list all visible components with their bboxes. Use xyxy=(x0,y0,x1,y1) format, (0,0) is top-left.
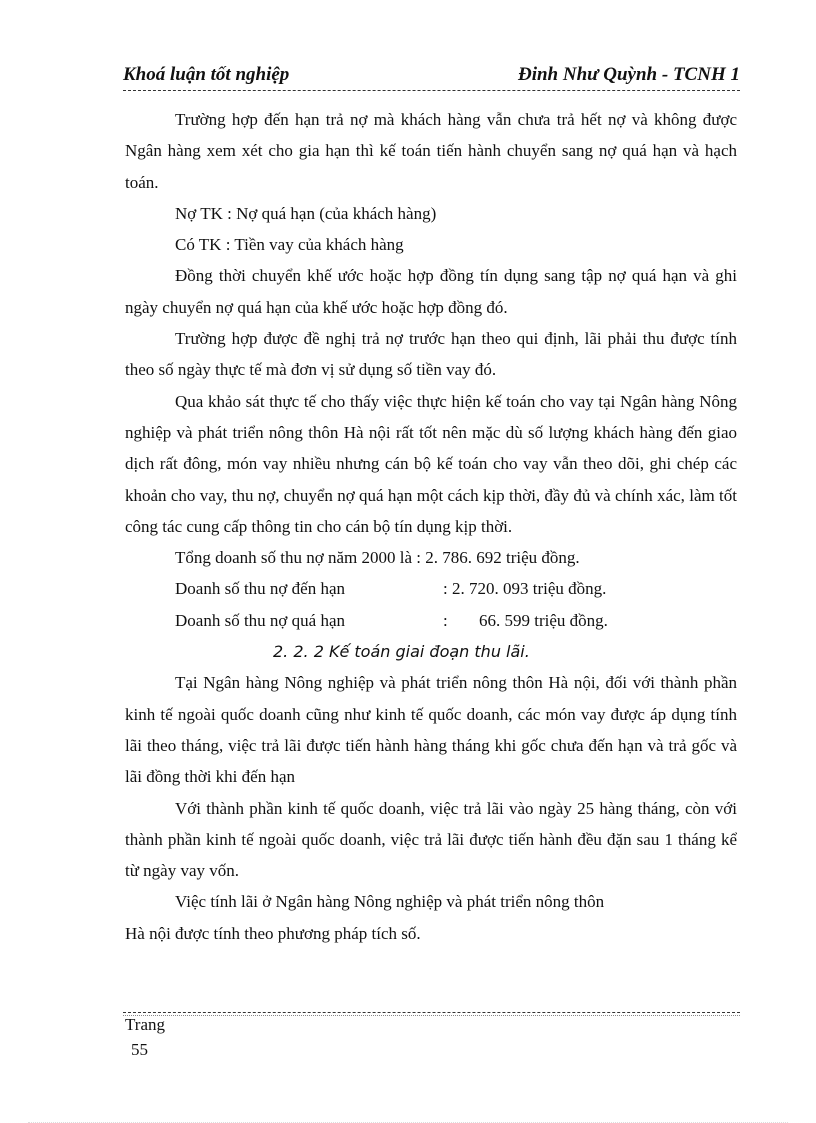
section-heading: 2. 2. 2 Kế toán giai đoạn thu lãi. xyxy=(273,642,530,662)
stat-due-label: Doanh số thu nợ đến hạn xyxy=(175,579,345,599)
paragraph-survey: Qua khảo sát thực tế cho thấy việc thực hiện kế toán cho vay tại Ngân hàng Nông nghiệp và phát triển nông thôn Hà nội rất tốt nên mặc dù số lượng khách hàng đến giao dịch rất đông, món vay nhiều nhưng cán bộ kế toán cho vay vẫn theo dõi, ghi chép các khoản cho vay, thu nợ, chuyển nợ quá hạn một cách kịp thời, đầy đủ và chính xác, làm tốt công tác cung cấp thông tin cho cán bộ tín dụng kịp thời. xyxy=(125,391,737,536)
entry-credit: Có TK : Tiền vay của khách hàng xyxy=(175,235,404,255)
stat-overdue-value: 66. 599 triệu đồng. xyxy=(479,610,608,630)
paragraph-contract-transfer: Đồng thời chuyển khế ước hoặc hợp đồng tín dụng sang tập nợ quá hạn và ghi ngày chuyển nợ quá hạn của khế ước hoặc hợp đồng đó. xyxy=(125,266,737,317)
document-body xyxy=(125,104,737,949)
stat-overdue-label: Doanh số thu nợ quá hạn xyxy=(175,610,345,630)
paragraph-overdue-transfer: Trường hợp đến hạn trả nợ mà khách hàng vẫn chưa trả hết nợ và không được Ngân hàng xem xét cho gia hạn thì kế toán tiến hành chuyển sang nợ quá hạn và hạch toán. xyxy=(125,110,737,192)
entry-debit: Nợ TK : Nợ quá hạn (của khách hàng) xyxy=(175,203,437,223)
page-header xyxy=(123,64,740,91)
stat-due-collection xyxy=(125,573,737,604)
page-number: 55 xyxy=(131,1040,148,1059)
page-label: Trang xyxy=(125,1015,165,1034)
paragraph-interest-calc-line2: Hà nội được tính theo phương pháp tích số. xyxy=(125,923,421,943)
paragraph-interest-schedule: Với thành phần kinh tế quốc doanh, việc trả lãi vào ngày 25 hàng tháng, còn với thành phần kinh tế ngoài quốc doanh, việc trả lãi được tiến hành đều đặn sau 1 tháng kể từ ngày vay vốn. xyxy=(125,798,737,881)
stat-overdue-collection xyxy=(125,605,737,636)
paragraph-interest-method: Tại Ngân hàng Nông nghiệp và phát triển nông thôn Hà nội, đối với thành phần kinh tế ngoài quốc doanh cũng như kinh tế quốc doanh, các món vay được áp dụng tính lãi theo tháng, việc trả lãi được tiến hành hàng tháng khi gốc chưa đến hạn và trả gốc và lãi đồng thời khi đến hạn xyxy=(125,673,737,787)
footer-divider-dotted xyxy=(123,1015,740,1016)
footer-divider xyxy=(123,1012,740,1013)
stat-overdue-colon: : xyxy=(443,610,448,630)
header-author: Đinh Như Quỳnh - TCNH 1 xyxy=(517,64,740,85)
header-thesis-title: Khoá luận tốt nghiệp xyxy=(123,64,290,85)
stat-due-value: : 2. 720. 093 triệu đồng. xyxy=(443,579,607,599)
paragraph-interest-calc-line1: Việc tính lãi ở Ngân hàng Nông nghiệp và phát triển nông thôn xyxy=(175,892,605,912)
stat-total-collection: Tổng doanh số thu nợ năm 2000 là : 2. 786. 692 triệu đồng. xyxy=(175,548,580,568)
paragraph-early-repayment: Trường hợp được đề nghị trả nợ trước hạn theo qui định, lãi phải thu được tính theo số ngày thực tế mà đơn vị sử dụng số tiền vay đó. xyxy=(125,329,737,380)
